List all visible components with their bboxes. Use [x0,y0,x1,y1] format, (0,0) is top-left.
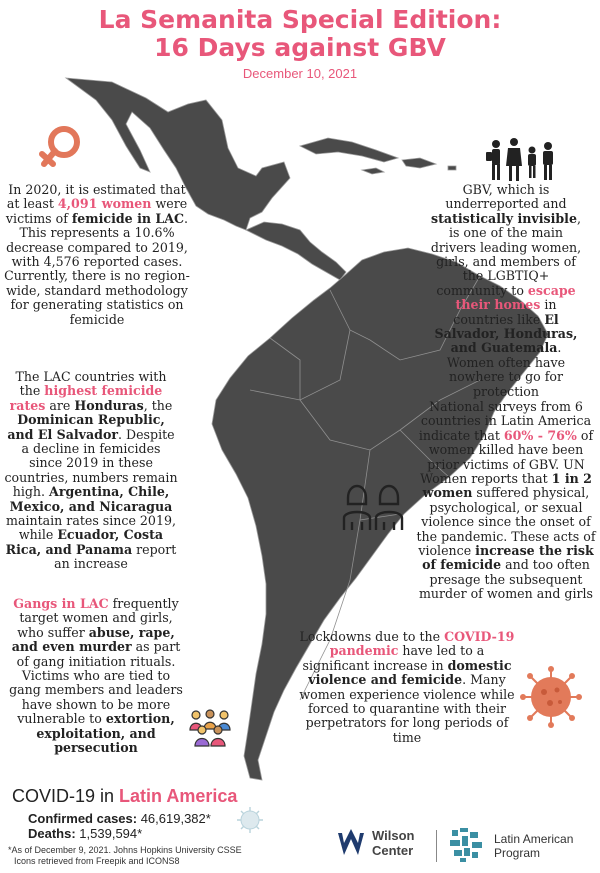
text-segment: and too often presage the subsequent murder of women and girls [418,557,593,602]
bold-abuse: abuse, rape, and even murder [11,624,175,655]
text-segment: report an increase [54,541,177,572]
text-segment: GBV, which is underreported and [445,182,567,212]
text-segment: . Despite a decline in femicides since 2019 in these countries, numbers remain high. [4,426,178,500]
gangs-text [6,597,186,755]
deaths-label: Deaths: [28,826,76,841]
bold-one-in-two: 1 in 2 women [422,471,592,501]
latin-american-line: Latin American [494,832,574,846]
bold-extortion: extortion, exploitation, and persecution [36,711,175,756]
covid-stats [28,811,211,841]
text-segment: Lockdowns due to the [299,629,445,644]
female-symbol-icon [36,122,86,172]
text-segment: , is one of the main drivers leading women, girls, and members of the LGBTIQ+ community to [430,210,582,298]
text-segment: . Women often have nowhere to go for protection [446,340,566,399]
text-segment: frequently target women and girls, who suffer [17,596,179,640]
text-segment: in countries like [453,297,557,327]
highlight-gangs: Gangs in LAC [13,596,109,611]
text-segment: maintain rates since 2019, while [6,513,176,543]
bold-countries: El Salvador, Honduras, and Guatemala [434,311,578,356]
covid-heading-text: COVID-19 in [12,786,120,806]
text-segment: were victims of [5,196,188,226]
bold-femicide-lac: femicide in LAC [71,210,185,226]
highlight-femicide-rates: highest femicide rates [9,383,163,413]
highlight-escape-homes: escape their homes [455,282,576,313]
gbv-displacement-text [426,183,586,399]
text-segment: suffered physical, psychological, or sexual violence since the onset of the pandemic. These acts of violence [416,485,596,559]
logo-divider [436,830,437,862]
latin-american-program-logo-icon [446,826,486,864]
bold-honduras: Honduras [74,397,144,413]
covid-lockdown-text [296,630,518,745]
text-segment: have led to a significant increase in [302,643,485,673]
title-line-2: 16 Days against GBV [154,33,446,62]
bold-stable-countries: Argentina, Chile, Mexico, and Nicaragua [9,484,173,514]
femicide-statistics-text [4,183,190,327]
bold-domestic-violence: domestic violence and femicide [308,657,512,688]
bold-dr-el-salvador: Dominican Republic, and El Salvador [7,412,165,442]
two-women-icon [340,476,406,532]
covid-heading [12,786,237,807]
footnote-source: *As of December 9, 2021. Johns Hopkins University CSSE [8,845,242,855]
migrating-family-icon [486,136,560,184]
text-segment: . This represents a 10.6% decrease compared to 2019, with 4,576 reported cases. Currently, there is no region-wide, standard methodology for generating statistics on femicide [4,210,190,327]
confirmed-cases-value: 46,619,382* [137,811,211,826]
text-segment: as part of gang initiation rituals. Victims who are tied to gang members and leaders have shown to be more vulnerable to [9,639,183,727]
publication-date: December 10, 2021 [242,66,358,81]
wilson-line: Wilson [372,828,415,843]
prior-victims-text [412,400,600,602]
confirmed-cases-row [28,811,211,826]
footnote [8,845,242,867]
wilson-center-logo-text [372,828,415,858]
program-line: Program [494,846,541,860]
page-title [0,6,600,62]
text-segment: National surveys from 6 countries in Latin America indicate that [418,399,592,443]
bold-risk-femicide: increase the risk of femicide [422,543,594,573]
confirmed-cases-label: Confirmed cases: [28,811,138,826]
highlight-women-count: 4,091 women [57,196,152,212]
coronavirus-small-icon [236,806,264,834]
bold-increase-countries: Ecuador, Costa Rica, and Panama [5,527,164,557]
footnote-icons-credit: Icons retrieved from Freepik and ICONS8 [14,856,180,866]
highlight-percentage: 60% - 76% [503,427,577,443]
text-segment: In 2020, it is estimated that at least [6,182,186,212]
latin-american-program-logo-text [494,832,573,860]
coronavirus-icon [520,666,582,728]
bold-statistically-invisible: statistically invisible [431,210,577,226]
text-segment: of women killed have been prior victims of GBV. UN Women reports that [420,427,594,487]
highlight-covid-pandemic: COVID-19 pandemic [329,629,515,659]
deaths-value: 1,539,594* [75,826,143,841]
title-line-1: La Semanita Special Edition: [98,5,502,34]
group-of-people-icon [188,708,232,748]
deaths-row [28,826,211,841]
text-segment: , the [143,397,173,413]
center-line: Center [372,843,414,858]
covid-heading-highlight: Latin America [119,786,238,806]
text-segment: . Many women experience violence while forced to quarantine with their perpetrators for long periods of time [299,672,515,745]
text-segment: are [45,397,75,413]
wilson-center-logo-icon [336,829,366,859]
text-segment: The LAC countries with the [15,369,167,399]
femicide-rates-text [4,370,178,572]
